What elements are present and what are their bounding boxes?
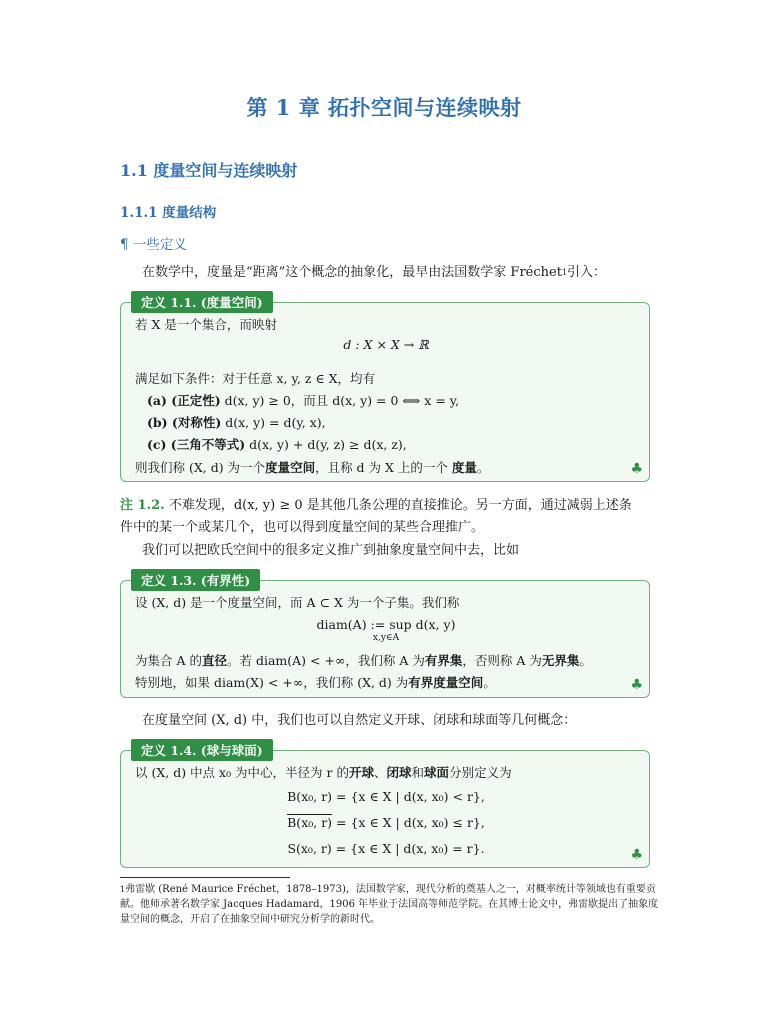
footnote-text: 弗雷歇 (René Maurice Fréchet，1878–1973)，法国数学家，现代分析的奠基人之一，对概率统计等领域也有重要贡献。他师承著名数学家 Jacques Hadamard，1906 年毕业于法国高等师范学院。在其博士论文中，弗雷歇提出了抽象度量空间的概念，开启了在抽象空间中研究分析学的新时代。 xyxy=(120,884,659,925)
definition-text xyxy=(135,673,496,691)
term-sphere: 球面 xyxy=(424,765,450,780)
definition-title: 定义 1.1. (度量空间) xyxy=(131,291,273,313)
footnote xyxy=(120,882,660,927)
chapter-title: 第 1 章 拓扑空间与连续映射 xyxy=(246,95,522,120)
note-text: 件中的某一个或某几个，也可以得到度量空间的某些合理推广。 xyxy=(120,520,485,535)
club-end-icon: ♣ xyxy=(630,461,643,477)
definition-text: 若 X 是一个集合，而映射 xyxy=(135,317,277,332)
condition-b xyxy=(147,413,326,431)
closed-ball-symbol: B(x₀, r) xyxy=(287,815,333,830)
term-unbounded-set: 无界集 xyxy=(541,653,580,668)
condition-text: d(x, y) = d(y, x), xyxy=(225,415,326,430)
text: 以 (X, d) 中点 x₀ 为中心，半径为 r 的 xyxy=(135,765,349,780)
term-metric: 度量 xyxy=(451,460,477,475)
condition-label: (b) (对称性) xyxy=(147,415,222,430)
subsection-title: 1.1.1 度量结构 xyxy=(120,205,217,221)
text: 为集合 A 的 xyxy=(135,653,202,668)
closed-ball-formula xyxy=(121,815,651,830)
note-text: 不难发现，d(x, y) ≥ 0 是其他几条公理的直接推论。另一方面，通过减弱上述条 xyxy=(168,498,632,513)
footnote-mark: 1 xyxy=(120,885,126,894)
text: 。若 diam(A) < +∞，我们称 A 为 xyxy=(227,653,425,668)
note-label: 注 1.2. xyxy=(120,498,165,513)
definition-formula: d : X × X → ℝ xyxy=(343,337,429,352)
condition-text: d(x, y) ≥ 0，而且 d(x, y) = 0 ⟺ x = y, xyxy=(224,393,460,408)
text: = {x ∈ X | d(x, x₀) ≤ r}, xyxy=(332,815,485,830)
diameter-formula: diam(A) := sup d(x, y) xyxy=(316,617,456,632)
text: 则我们称 (X, d) 为一个 xyxy=(135,460,266,475)
text: ，否则称 A 为 xyxy=(462,653,542,668)
text: 特别地，如果 diam(X) < +∞，我们称 (X, d) 为 xyxy=(135,675,409,690)
condition-a xyxy=(147,391,459,409)
intro-tail: 引入： xyxy=(567,265,607,280)
text: 。 xyxy=(579,653,592,668)
transition-paragraph: 我们可以把欧氏空间中的很多定义推广到抽象度量空间中去，比如 xyxy=(142,543,520,558)
definition-title: 定义 1.4. (球与球面) xyxy=(131,739,273,761)
definition-box-metric-space xyxy=(120,295,650,482)
section-title: 1.1 度量空间与连续映射 xyxy=(120,161,298,180)
term-closed-ball: 闭球 xyxy=(386,765,412,780)
sphere-formula: S(x₀, r) = {x ∈ X | d(x, x₀) = r}. xyxy=(287,841,485,856)
open-ball-formula: B(x₀, r) = {x ∈ X | d(x, x₀) < r}, xyxy=(287,789,485,804)
definition-box-boundedness xyxy=(120,573,650,698)
term-metric-space: 度量空间 xyxy=(265,460,316,475)
definition-text: 满足如下条件：对于任意 x, y, z ∈ X，均有 xyxy=(135,371,376,386)
text: 分别定义为 xyxy=(449,765,512,780)
text: 。 xyxy=(483,675,496,690)
text: 和 xyxy=(411,765,425,780)
term-diameter: 直径 xyxy=(201,653,227,668)
intro-text: 在数学中，度量是“距离”这个概念的抽象化，最早由法国数学家 Fréchet xyxy=(142,265,562,280)
footnote-ref[interactable]: 1 xyxy=(561,268,568,277)
definition-text: 设 (X, d) 是一个度量空间，而 A ⊂ X 为一个子集。我们称 xyxy=(135,595,460,610)
definition-box-balls xyxy=(120,743,650,868)
condition-label: (a) (正定性) xyxy=(147,393,221,408)
condition-c xyxy=(147,435,407,453)
term-open-ball: 开球 xyxy=(348,765,374,780)
transition-paragraph-2: 在度量空间 (X, d) 中，我们也可以自然定义开球、闭球和球面等几何概念： xyxy=(142,713,577,728)
diameter-formula-subscript: x,y∈A xyxy=(372,633,400,643)
definition-title: 定义 1.3. (有界性) xyxy=(131,569,260,591)
club-end-icon: ♣ xyxy=(630,847,643,863)
term-bounded-set: 有界集 xyxy=(424,653,463,668)
definition-text xyxy=(135,651,592,669)
note-remark xyxy=(120,495,655,539)
footnote-rule xyxy=(120,877,290,878)
text: ，且称 d 为 X 上的一个 xyxy=(315,460,452,475)
definition-text xyxy=(135,763,512,781)
text: 。 xyxy=(476,460,490,475)
definition-conclusion xyxy=(135,458,489,476)
condition-text: d(x, y) + d(y, z) ≥ d(x, z), xyxy=(249,437,407,452)
term-bounded-metric-space: 有界度量空间 xyxy=(408,675,484,690)
paragraph-heading: ¶ 一些定义 xyxy=(120,237,187,253)
condition-label: (c) (三角不等式) xyxy=(147,437,246,452)
text: 、 xyxy=(374,765,387,780)
club-end-icon: ♣ xyxy=(630,677,643,693)
intro-paragraph xyxy=(142,262,606,284)
